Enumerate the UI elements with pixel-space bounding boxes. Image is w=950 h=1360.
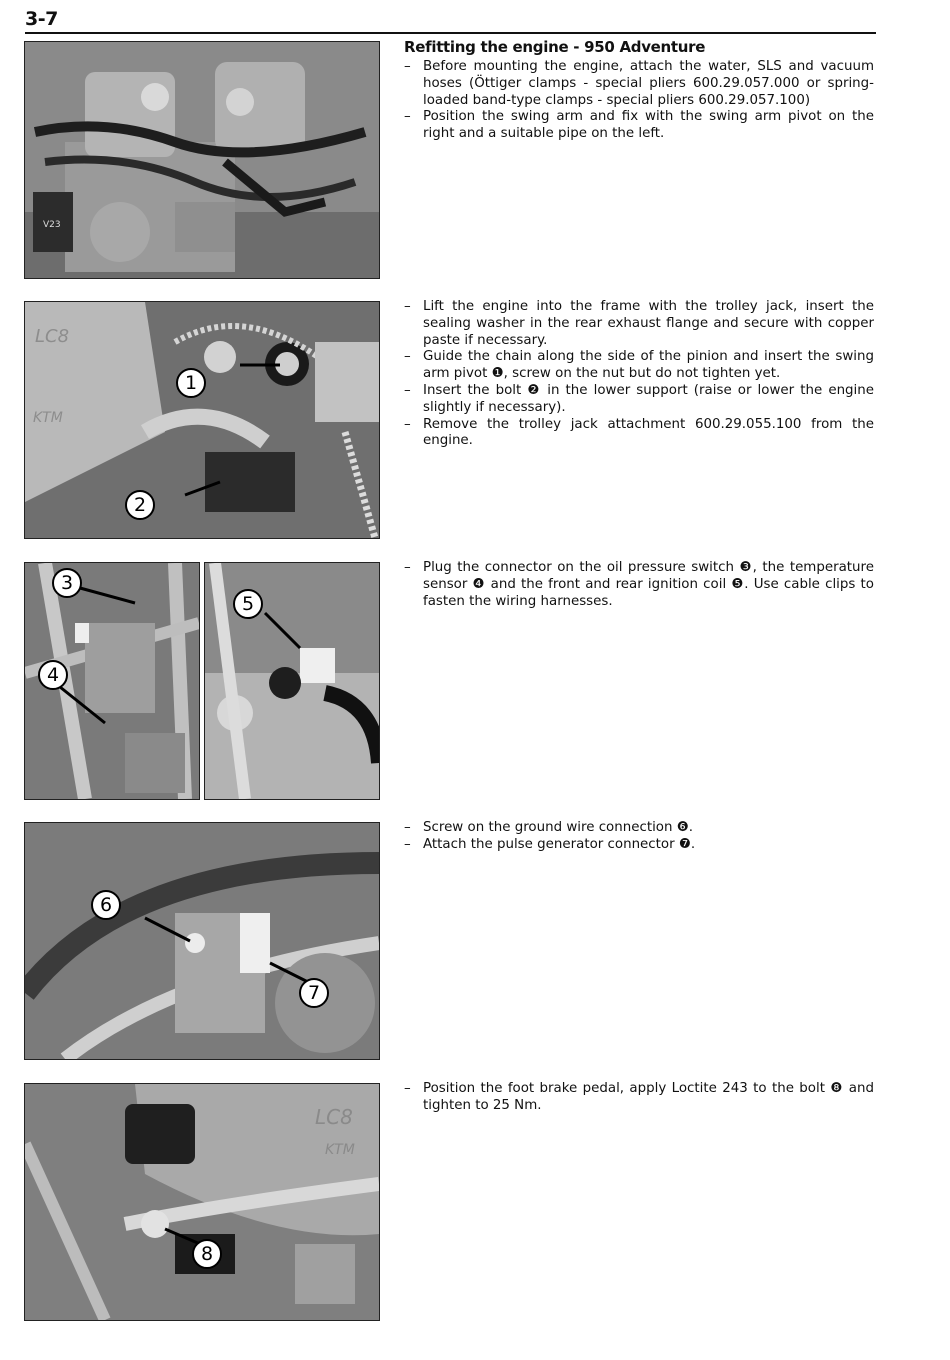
callout-7: 7 <box>299 978 329 1008</box>
step-item: – Remove the trolley jack attachment 600.29.055.100 from the engine. <box>404 417 874 451</box>
foot-brake-pedal-photo <box>24 1083 380 1321</box>
step-item: – Plug the connector on the oil pressure switch ❸, the temperature sensor ❹ and the front and rear ignition coil ❺. Use cable clips to fasten the wiring harnesses. <box>404 560 874 610</box>
callout-8: 8 <box>192 1239 222 1269</box>
step-item: – Position the swing arm and fix with the swing arm pivot on the right and a suitable pipe on the left. <box>404 109 874 143</box>
engine-housing-label: LC8 <box>35 326 70 347</box>
step-item: – Position the foot brake pedal, apply Loctite 243 to the bolt ❽ and tighten to 25 Nm. <box>404 1081 874 1115</box>
section-5-text <box>404 1081 874 1115</box>
swing-arm-pivot-photo <box>24 301 380 539</box>
engine-brand-label: KTM <box>33 410 63 426</box>
step-item: – Before mounting the engine, attach the water, SLS and vacuum hoses (Öttiger clamps - special pliers 600.29.057.000 or spring-loaded band-type clamps - special pliers 600.29.057.100) <box>404 59 874 109</box>
engine-housing-label: LC8 <box>315 1105 353 1129</box>
ground-wire-photo <box>24 822 380 1060</box>
callout-2: 2 <box>125 490 155 520</box>
section-2-text <box>404 299 874 450</box>
engine-brand-label: KTM <box>325 1142 355 1158</box>
page-number: 3-7 <box>25 8 58 30</box>
engine-top-photo <box>24 41 380 279</box>
step-list <box>404 560 874 610</box>
section-4-text <box>404 820 874 854</box>
step-item: – Lift the engine into the frame with the trolley jack, insert the sealing washer in the rear exhaust flange and secure with copper paste if necessary. <box>404 299 874 349</box>
step-item: – Insert the bolt ❷ in the lower support (raise or lower the engine slightly if necessary). <box>404 383 874 417</box>
callout-4: 4 <box>38 660 68 690</box>
step-list <box>404 59 874 143</box>
callout-5: 5 <box>233 589 263 619</box>
callout-1: 1 <box>176 368 206 398</box>
section-1-text <box>404 38 874 143</box>
step-item: – Screw on the ground wire connection ❻. <box>404 820 874 837</box>
step-list <box>404 820 874 854</box>
ignition-coil-photo <box>204 562 380 800</box>
module-label: V23 <box>43 220 61 230</box>
step-list <box>404 299 874 450</box>
callout-6: 6 <box>91 890 121 920</box>
step-list <box>404 1081 874 1115</box>
section-3-text <box>404 560 874 610</box>
callout-3: 3 <box>52 568 82 598</box>
section-title: Refitting the engine - 950 Adventure <box>404 38 706 56</box>
step-item: – Guide the chain along the side of the pinion and insert the swing arm pivot ❶, screw on the nut but do not tighten yet. <box>404 349 874 383</box>
step-item: – Attach the pulse generator connector ❼. <box>404 837 874 854</box>
header-rule <box>25 32 876 34</box>
